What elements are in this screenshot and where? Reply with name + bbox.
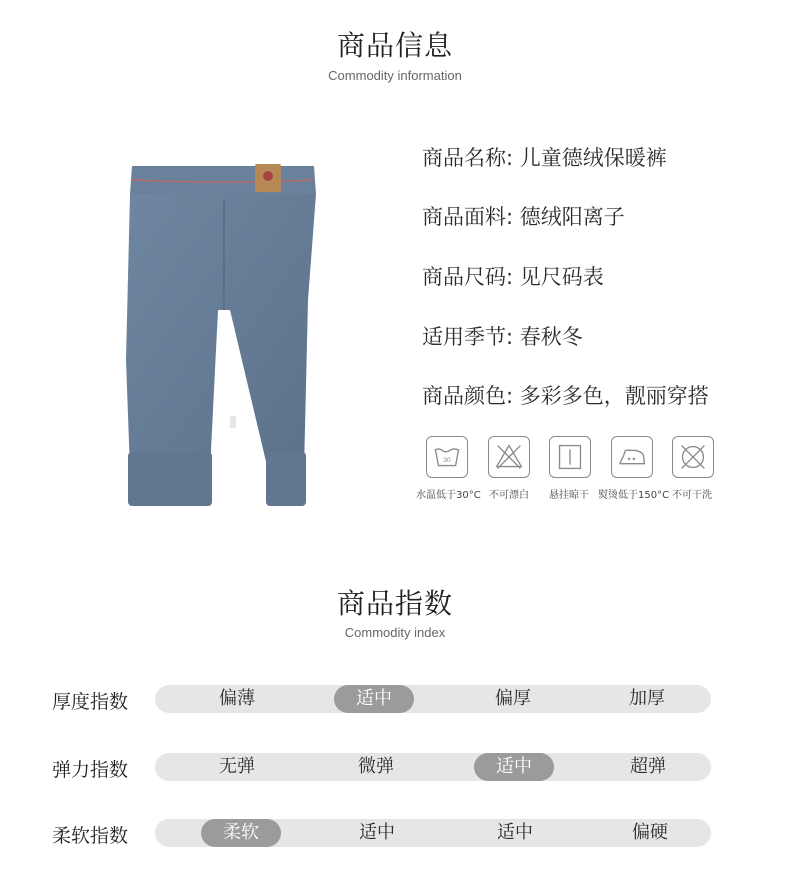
info-value: 多彩多色，靓丽穿搭	[519, 384, 709, 408]
commodity-index-title: 商品指数	[336, 587, 453, 620]
index-option: 适中	[359, 822, 395, 843]
wash-temp-text: 30	[443, 456, 451, 464]
index-option: 微弹	[358, 756, 394, 777]
info-row-season	[422, 321, 583, 351]
index-option-selected: 适中	[334, 685, 414, 713]
info-value: 德绒阳离子	[519, 205, 625, 229]
info-label: 商品面料:	[422, 205, 514, 229]
info-label: 商品名称:	[422, 146, 514, 170]
thickness-index-label: 厚度指数	[52, 691, 129, 713]
elasticity-index-label: 弹力指数	[52, 759, 129, 781]
info-value: 儿童德绒保暖裤	[519, 146, 667, 170]
index-option-selected: 适中	[474, 753, 554, 781]
commodity-info-subtitle: Commodity information	[328, 68, 462, 83]
no-dry-clean-icon	[672, 436, 714, 478]
care-label: 熨烫低于150°C	[598, 490, 670, 501]
info-label: 适用季节:	[422, 325, 514, 349]
commodity-index-subtitle: Commodity index	[344, 625, 446, 640]
info-value: 春秋冬	[519, 325, 583, 349]
info-row-fabric	[422, 201, 625, 231]
softness-index-bar	[155, 819, 711, 847]
index-option: 无弹	[219, 756, 255, 777]
index-option: 偏厚	[495, 688, 531, 709]
no-bleach-icon	[488, 436, 530, 478]
commodity-info-title: 商品信息	[336, 29, 453, 62]
index-option: 偏薄	[219, 688, 255, 709]
info-value: 见尺码表	[519, 265, 604, 289]
info-label: 商品颜色:	[422, 384, 514, 408]
index-option: 加厚	[629, 688, 665, 709]
index-option: 适中	[497, 822, 533, 843]
care-label: 悬挂晾干	[549, 490, 589, 501]
index-option: 超弹	[630, 756, 666, 777]
care-label: 不可漂白	[489, 490, 529, 501]
iron-150-icon	[611, 436, 653, 478]
elasticity-index-bar	[155, 753, 711, 781]
index-option-selected: 柔软	[201, 819, 281, 847]
product-image	[118, 160, 328, 510]
hang-dry-icon	[549, 436, 591, 478]
info-row-color	[422, 380, 709, 410]
softness-index-label: 柔软指数	[52, 825, 129, 847]
info-row-size	[422, 261, 604, 291]
info-row-name	[422, 142, 667, 172]
care-label: 不可干洗	[672, 490, 712, 501]
index-option: 偏硬	[632, 822, 668, 843]
thickness-index-bar	[155, 685, 711, 713]
wash-30-icon	[426, 436, 468, 478]
care-label: 水温低于30°C	[416, 490, 481, 501]
info-label: 商品尺码:	[422, 265, 514, 289]
